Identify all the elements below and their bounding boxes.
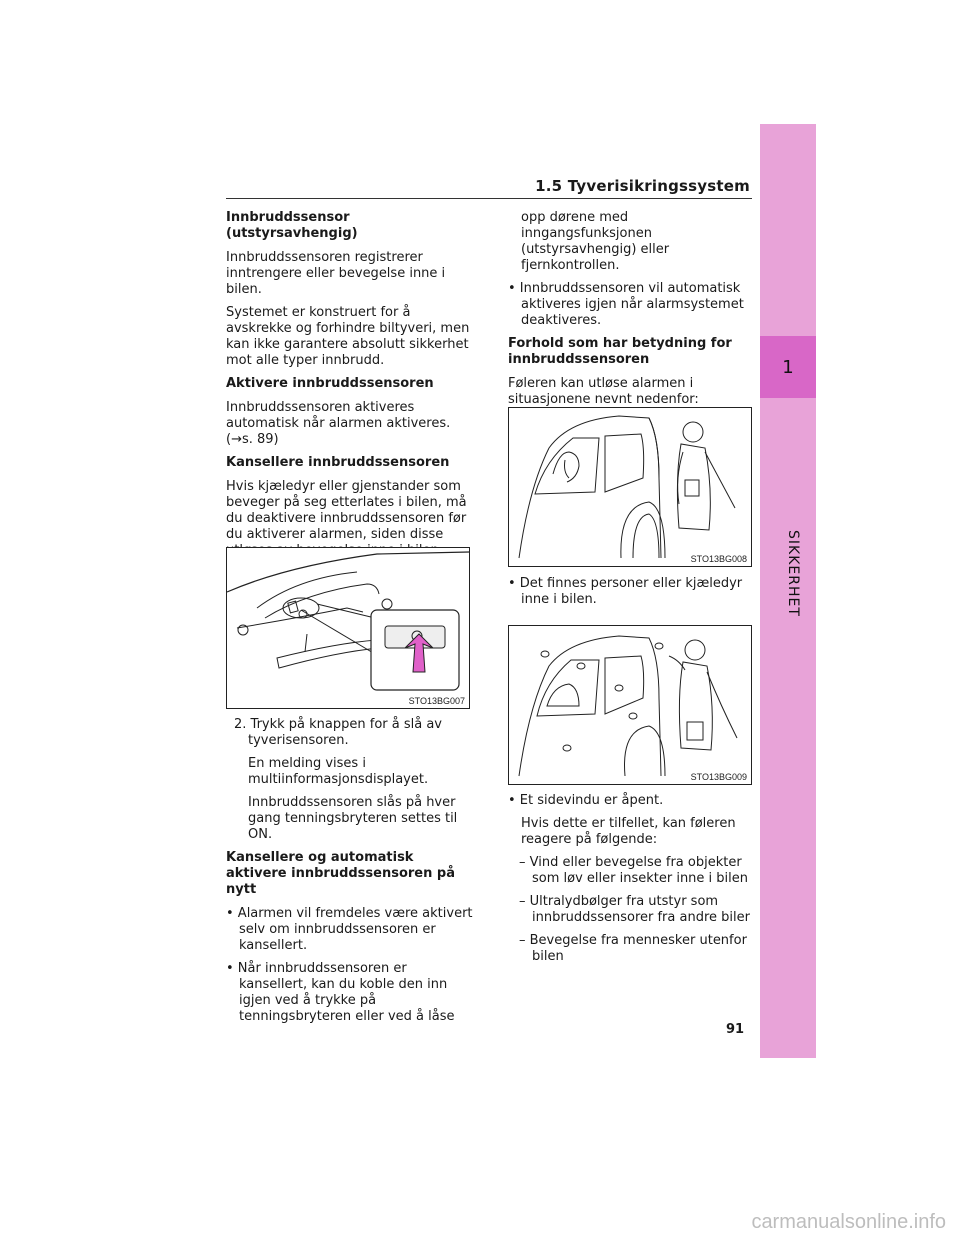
right-column <box>508 210 752 415</box>
heading-cancel: Kansellere innbruddssensoren <box>226 455 450 470</box>
chapter-number: 1 <box>760 336 816 398</box>
figure-code: STO13BG009 <box>690 772 747 782</box>
chapter-label: SIKKERHET <box>785 530 801 617</box>
heading-activate: Aktivere innbruddssensoren <box>226 376 434 391</box>
paragraph: Systemet er konstruert for å avskrekke og forhindre biltyveri, men kan ikke garantere absolutt sikkerhet mot alle typer innbrudd. <box>226 305 470 368</box>
paragraph: Føleren kan utløse alarmen i situasjonene nevnt nedenfor: <box>508 376 699 407</box>
figure-code: STO13BG007 <box>408 696 465 706</box>
bullet-item: • Når innbruddssensoren er kansellert, kan du koble den inn igjen ved å trykke på tenningsbryteren eller ved å låse <box>226 961 455 1024</box>
pet-in-car-illustration <box>509 408 751 566</box>
right-column-mid <box>508 576 752 615</box>
section-title: 1.5 Tyverisikringssystem <box>535 177 750 195</box>
header-divider <box>226 198 752 199</box>
left-column-lower <box>226 717 476 1032</box>
heading-intrusion-sensor: Innbruddssensor (utstyrsavhengig) <box>226 210 358 241</box>
chapter-side-tab <box>760 124 816 1058</box>
figure-code: STO13BG008 <box>690 554 747 564</box>
bullet-item: • Alarmen vil fremdeles være aktivert selv om innbruddssensoren er kansellert. <box>226 906 473 953</box>
left-column <box>226 210 476 589</box>
dash-item: – Bevegelse fra mennesker utenfor bilen <box>519 933 747 964</box>
step-2-note: En melding vises i multiinformasjonsdisplayet. <box>248 756 429 787</box>
open-window-illustration <box>509 626 751 784</box>
overhead-console-illustration <box>227 548 469 708</box>
step-2-note: Innbruddssensoren slås på hver gang tenningsbryteren settes til ON. <box>248 795 458 842</box>
heading-conditions: Forhold som har betydning for innbruddssensoren <box>508 336 732 367</box>
bullet-continuation: opp dørene med inngangsfunksjonen (utstyrsavhengig) eller fjernkontrollen. <box>521 210 670 273</box>
bullet-item: • Det finnes personer eller kjæledyr inne i bilen. <box>508 576 743 607</box>
figure-overhead-console <box>226 547 470 709</box>
paragraph: Hvis kjæledyr eller gjenstander som beveger på seg etterlates i bilen, må du deaktivere innbruddssensoren før du aktiverer alarmen, siden disse <box>226 479 467 542</box>
page-number: 91 <box>726 1022 745 1037</box>
bullet-note: Hvis dette er tilfellet, kan føleren reagere på følgende: <box>521 816 736 847</box>
right-column-lower <box>508 793 752 972</box>
paragraph: Innbruddssensoren registrerer inntrengere eller bevegelse inne i bilen. <box>226 250 446 297</box>
dash-item: – Ultralydbølger fra utstyr som innbruddssensorer fra andre biler <box>519 894 750 925</box>
figure-open-window <box>508 625 752 785</box>
heading-cancel-auto: Kansellere og automatisk aktivere innbruddssensoren på nytt <box>226 850 455 897</box>
step-2: 2. Trykk på knappen for å slå av tyverisensoren. <box>234 717 442 748</box>
bullet-item: • Innbruddssensoren vil automatisk aktiveres igjen når alarmsystemet deaktiveres. <box>508 281 744 328</box>
dash-item: – Vind eller bevegelse fra objekter som løv eller insekter inne i bilen <box>519 855 749 886</box>
figure-pet-in-car <box>508 407 752 567</box>
watermark: carmanualsonline.info <box>751 1211 946 1233</box>
bullet-item: • Et sidevindu er åpent. <box>508 793 664 808</box>
paragraph: Innbruddssensoren aktiveres automatisk når alarmen aktiveres. (→s. 89) <box>226 400 451 447</box>
